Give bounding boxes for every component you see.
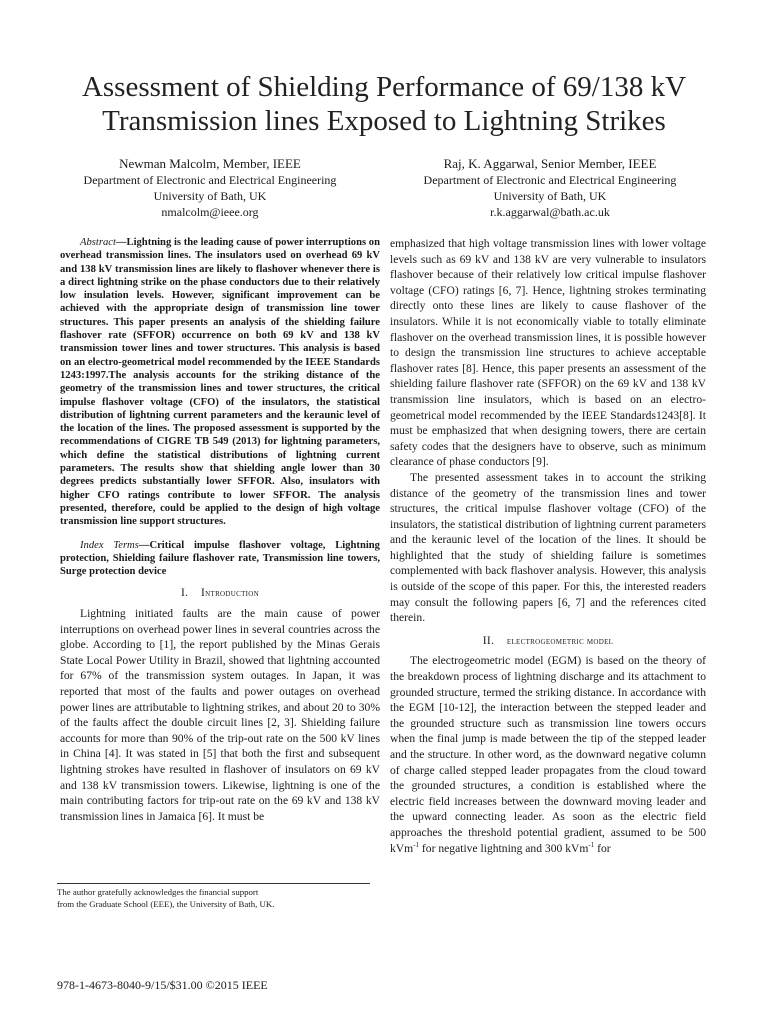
section-heading-introduction [60,586,380,602]
author-department: Department of Electronic and Electrical Engineering [83,173,337,187]
section-title-first-letter: I [201,587,206,600]
footnote-line: The author gratefully acknowledges the financial support [57,887,259,897]
abstract-label: Abstract [80,237,116,248]
author-block-1 [60,156,360,220]
section-title-rest: ntroduction [205,588,259,600]
paper-title [40,70,728,138]
author-department: Department of Electronic and Electrical Engineering [423,173,677,187]
title-line-2: Transmission lines Exposed to Lightning Strikes [102,105,666,137]
footnote-divider [57,883,370,884]
author-name: Newman Malcolm, Member, IEEE [119,156,301,171]
author-block-2 [400,156,700,220]
egm-text-mid: for negative lightning and 300 kVm [419,841,589,855]
abstract-text: —Lightning is the leading cause of power interruptions on overhead transmission lines. The insulators used on overhead 69 kV and 138 kV transmission lines are likely to flashover whenever there is a direct lightning strike on the phase conductors due to their relatively low insulation levels. However, significant improvement can be achieved with the appropriate design of transmission line tower structures. This paper presents an analysis of the shielding failure flashover rate (SFFOR) occurrence on both 69 kV and 138 kV transmission tower lines and tower structures. This analysis is based on an electro-geometrical model recommended by the IEEE Standards 1243:1997.The analysis accounts for the striking distance of the geometry of the transmission lines and tower structures, the critical impulse flashover voltage (CFO) of the insulators, the statistical distribution of lightning current parameters and the keraunic level of the location of the lines. The proposed assessment is supported by the recommendations of CIGRE TB 549 (2013) for lightning parameters, which define the statistical distributions of lightning current parameters. The results show that shielding angle lower than 30 degrees predicts substantially lower SFFOR. Also, insulators with higher CFO ratings contribute to lower SFFOR. The analysis presented, therefore, could be applied to the design of high voltage transmission line support structures. [60,237,380,528]
author-university: University of Bath, UK [493,189,607,203]
egm-text: The electrogeometric model (EGM) is based on the theory of the breakdown process of lightning discharge and its attachment to grounded structure, termed the striking distance. In accordance with the EGM [10-12], the interaction between the stepped leader and the grounded structure such as transmission line towers occurs when the final jump is made between the tip of the stepped leader and the structure. In other word, as the downward negative column of charge called stepped leader propagates from the cloud toward the grounded structures, a condition is established where the electric field increases between the downward moving leader and the upward connecting leader. As soon as the electric field approaches the threshold potential gradient, assumed to be 500 kVm [390,654,706,855]
right-column [390,236,706,856]
author-university: University of Bath, UK [153,189,267,203]
title-line-1: Assessment of Shielding Performance of 69/138 kV [81,71,687,103]
footnote-line: from the Graduate School (EEE), the University of Bath, UK. [57,899,275,909]
section-number: II. [482,634,495,647]
superscript: -1 [413,840,420,849]
abstract [60,236,380,529]
left-column [60,236,380,824]
introduction-paragraph: Lightning initiated faults are the main cause of power interruptions on overhead power lines in several countries across the globe. According to [1], the report published by the Minas Gerais State Local Power Utility in Brazil, showed that lightning accounted for 67% of the transmission system outages. In Japan, it was reported that most of the faults and power outages on overhead power lines are attributable to lightning strikes, and about 20 to 30% of the faults affect the double circuit lines [2, 3]. Shielding failure accounts for more than 90% of the trip-out rate on the 500 kV lines in China [4]. It was stated in [5] that both the first and subsequent lightning strokes have resulted in flashover of insulators on 69 kV and 138 kV transmission towers. Likewise, lightning is one of the main contributing factors for trip-out rate on the 69 kV and 138 kV transmission lines in Jamaica [6]. It must be [60,607,380,823]
index-terms-label: Index Terms [80,539,139,551]
author-name: Raj, K. Aggarwal, Senior Member, IEEE [443,156,657,171]
author-email: r.k.aggarwal@bath.ac.uk [490,205,610,219]
index-terms-text: —Critical impulse flashover voltage, Lightning protection, Shielding failure flashover rate, Transmission line towers, Surge protection device [60,539,380,578]
egm-paragraph [390,653,706,856]
paragraph-assessment: The presented assessment takes in to account the striking distance of the geometry of the transmission lines and tower structures, the critical impulse flashover voltage (CFO) of the insulators, the statistical distribution of lightning current parameters and the keraunic level of the location of the lines. It should be highlighted that the study of shielding failure is sometimes complemented with back flashover analysis. However, this analysis is outside of the scope of this paper. For this, the interested readers may consult the following papers [6, 7] and the references cited therein. [390,470,706,625]
paragraph-continued: emphasized that high voltage transmission lines with lower voltage levels such as 69 kV and 138 kV are very vulnerable to insulators flashover because of their relatively low critical impulse flashover voltage (CFO) ratings [6, 7]. Hence, lightning strokes terminating directly onto these lines are likely to cause flashover of the insulators. While it is not economically viable to totally eliminate flashover on the overhead transmission lines, it is possible however to design the transmission line structures to achieve acceptable flashover rates [8]. Hence, this paper presents an assessment of the shielding failure flashover rate (SFFOR) on the 69 kV and 138 kV transmission line insulators, which is based on an electro-geometrical model recommended by the IEEE Standards1243[8]. It must be emphasized that when designing towers, there are certain safety codes that the designers have to observe, such as minimum clearance of phase conductors [9]. [390,237,706,469]
author-email: nmalcolm@ieee.org [161,205,259,219]
copyright-notice: 978-1-4673-8040-9/15/$31.00 ©2015 IEEE [57,978,268,992]
superscript: -1 [588,840,595,849]
footnote [57,886,377,910]
egm-text-end: for [594,841,611,855]
section-title: electrogeometric model [506,635,614,647]
index-terms [60,539,380,579]
section-number: I. [180,587,189,600]
section-heading-egm [390,634,706,650]
